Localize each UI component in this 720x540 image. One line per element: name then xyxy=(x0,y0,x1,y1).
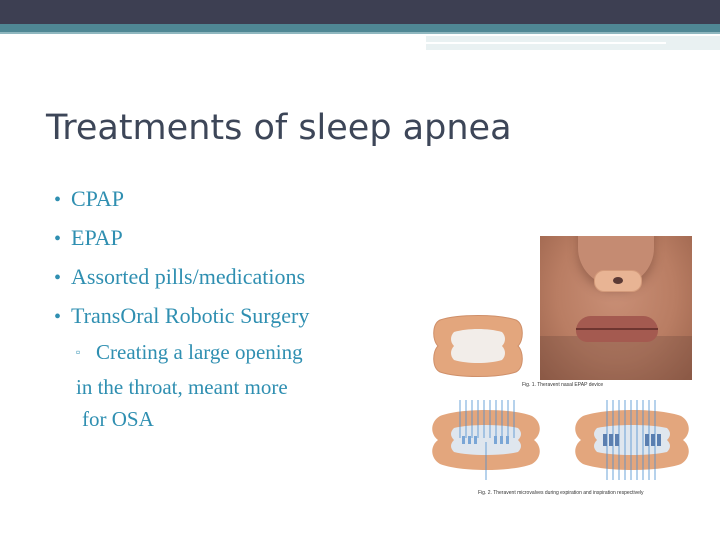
bullet-text: EPAP xyxy=(71,225,123,250)
bullet-list xyxy=(54,180,424,435)
figure-2-caption: Fig. 2. Theravent microvalves during expiration and inspiration respectively xyxy=(478,490,644,496)
stubble-shading xyxy=(540,336,692,380)
bullet-text: TransOral Robotic Surgery xyxy=(71,303,310,328)
nasal-epap-device-icon xyxy=(594,270,642,292)
slide-title: Treatments of sleep apnea xyxy=(46,108,512,148)
bullet-dot-icon: • xyxy=(54,267,62,289)
inspiration-diagram xyxy=(573,398,691,482)
bullet-text: CPAP xyxy=(71,186,125,211)
valve-icon xyxy=(613,277,623,284)
bullet-item-epap xyxy=(54,219,424,258)
header-tab-line xyxy=(426,42,666,44)
bullet-dot-icon: • xyxy=(54,306,62,328)
lips-line xyxy=(576,328,658,330)
sub-bullet-continuation: in the throat, meant more xyxy=(76,375,288,399)
bullet-dot-icon: • xyxy=(54,189,62,211)
bullet-item-cpap xyxy=(54,180,424,219)
sub-bullet-continuation: for OSA xyxy=(82,407,154,431)
expiration-diagram xyxy=(430,398,542,482)
face-photo xyxy=(540,236,692,380)
bullet-dot-icon: • xyxy=(54,228,62,250)
bullet-item-tors xyxy=(54,297,424,336)
square-bullet-icon: ▫ xyxy=(76,345,81,359)
epap-patch-image xyxy=(432,314,524,378)
figure-1-caption: Fig. 1. Theravent nasal EPAP device xyxy=(522,382,604,388)
sub-bullet-item xyxy=(76,336,424,371)
bullet-text: Assorted pills/medications xyxy=(71,264,306,289)
sub-bullet-text: Creating a large opening xyxy=(96,340,303,364)
header-bar xyxy=(0,0,720,24)
bullet-item-pills xyxy=(54,258,424,297)
